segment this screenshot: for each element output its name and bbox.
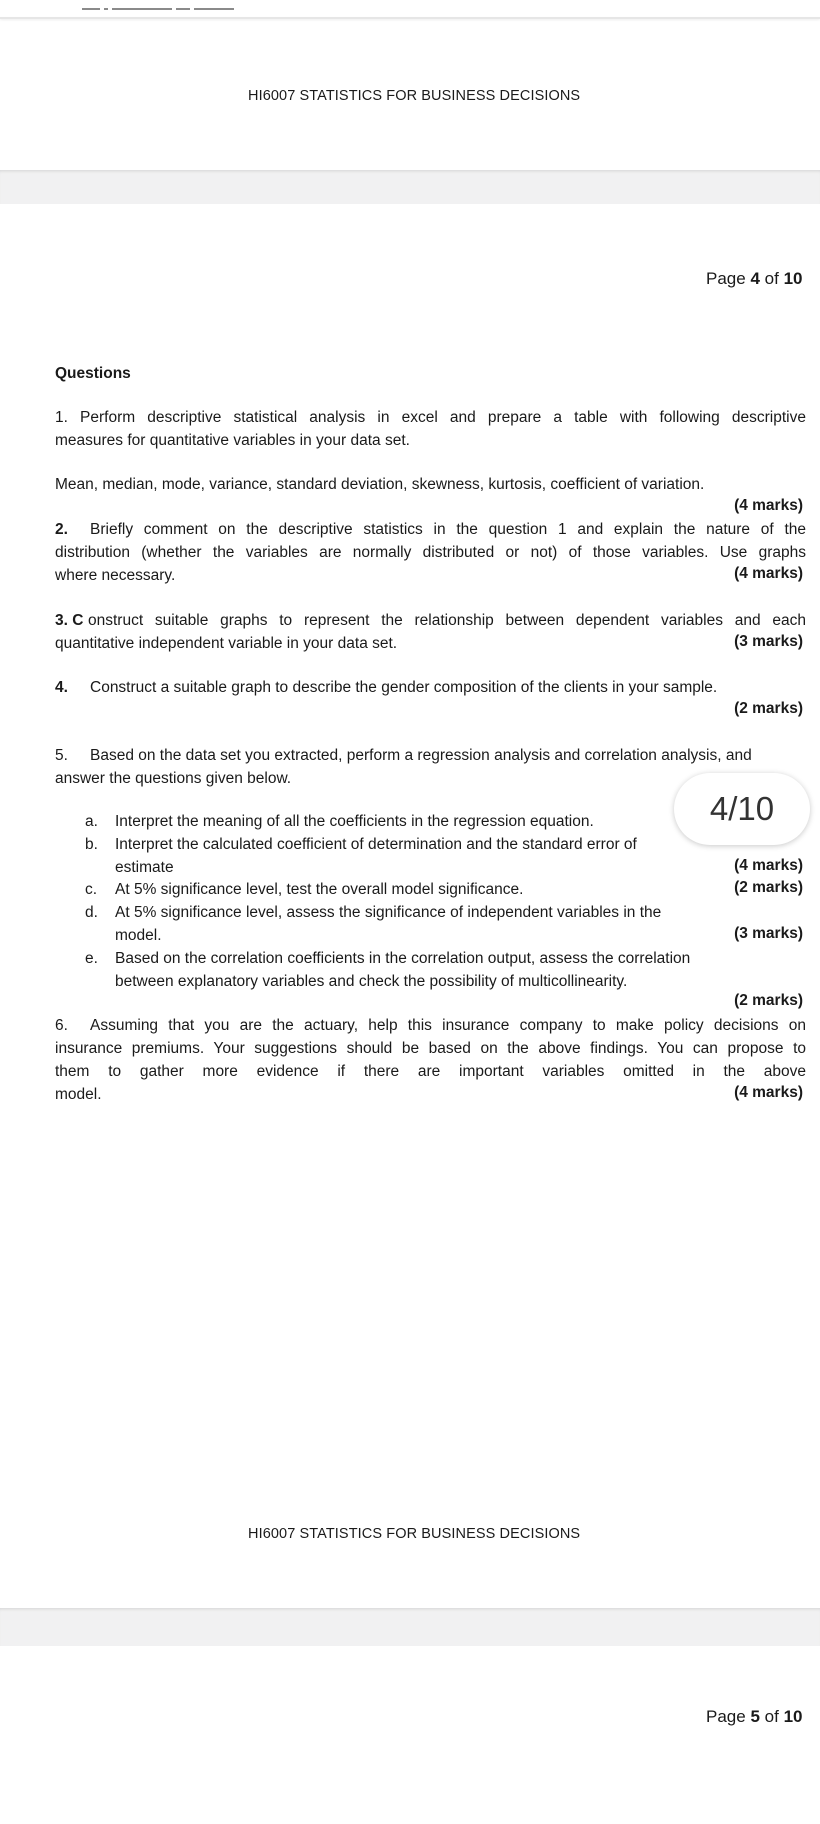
questions-heading: Questions	[55, 365, 131, 382]
q2-line2: distribution (whether the variables are normally distributed or not) of those variables. Use graphs	[55, 544, 806, 561]
q5-d-label: d.	[85, 904, 98, 921]
q5-item-c	[85, 879, 685, 902]
q5-e-line2: between explanatory variables and check the possibility of multicollinearity.	[115, 973, 628, 990]
q6-line3: them to gather more evidence if there are important variables omitted in the above	[55, 1063, 806, 1080]
q5-item-d	[85, 902, 725, 948]
q2-marks: (4 marks)	[734, 565, 803, 582]
q4-number: 4.	[55, 679, 68, 696]
q3-number: 3. C	[55, 612, 84, 629]
page-separator-2	[0, 1608, 820, 1646]
q5-b-line1: Interpret the calculated coefficient of determination and the standard error of	[115, 836, 637, 853]
q6-line4: model.	[55, 1086, 102, 1103]
q6-line2: insurance premiums. Your suggestions should be based on the above findings. You can propose to	[55, 1040, 806, 1057]
q5-b-label: b.	[85, 836, 98, 853]
page-footer-title: HI6007 STATISTICS FOR BUSINESS DECISIONS	[248, 1526, 581, 1542]
page-header-title: HI6007 STATISTICS FOR BUSINESS DECISIONS	[248, 88, 581, 104]
q4-marks: (2 marks)	[734, 700, 803, 717]
q2-line1: Briefly comment on the descriptive statistics in the question 1 and explain the nature of the	[90, 521, 806, 538]
q5-line1: Based on the data set you extracted, perform a regression analysis and correlation analysis, and	[90, 747, 752, 764]
q5-line2: answer the questions given below.	[55, 770, 292, 787]
q5-b-marks: (4 marks)	[734, 857, 803, 874]
page-edge-top	[0, 17, 820, 19]
q3-marks: (3 marks)	[734, 633, 803, 650]
q5-e-line1: Based on the correlation coefficients in the correlation output, assess the correlation	[115, 950, 691, 967]
q5-c-label: c.	[85, 881, 98, 898]
q2-line3: where necessary.	[55, 567, 176, 584]
q6-marks: (4 marks)	[734, 1084, 803, 1101]
q1-line1: 1. Perform descriptive statistical analysis in excel and prepare a table with following descriptive	[55, 409, 806, 426]
q5-b-line2: estimate	[115, 859, 174, 876]
q5-e-label: e.	[85, 950, 98, 967]
q5-a-text: Interpret the meaning of all the coefficients in the regression equation.	[115, 813, 594, 830]
q5-d-line2: model.	[115, 927, 162, 944]
q5-d-line1: At 5% significance level, assess the significance of independent variables in the	[115, 904, 662, 921]
q6-line1: Assuming that you are the actuary, help this insurance company to make policy decisions on	[90, 1017, 806, 1034]
q5-number: 5.	[55, 747, 68, 764]
page-indicator-badge[interactable]: 4/10	[674, 773, 810, 845]
q5-c-marks: (2 marks)	[734, 879, 803, 896]
page-number-4: Page 4 of 10	[706, 269, 803, 288]
q3-line1: onstruct suitable graphs to represent the relationship between dependent variables and each	[88, 612, 806, 629]
q5-item-a	[85, 811, 685, 834]
page-separator	[0, 170, 820, 204]
q5-item-e	[85, 948, 775, 994]
q5-c-text: At 5% significance level, test the overall model significance.	[115, 881, 524, 898]
q1-measures: Mean, median, mode, variance, standard deviation, skewness, kurtosis, coefficient of variation.	[55, 476, 705, 493]
q5-e-marks: (2 marks)	[734, 992, 803, 1009]
q5-item-b	[85, 834, 685, 880]
previous-page-text-fragment	[82, 8, 272, 14]
q6-number: 6.	[55, 1017, 68, 1034]
q1-line2: measures for quantitative variables in your data set.	[55, 432, 410, 449]
q1-marks: (4 marks)	[734, 497, 803, 514]
q3-line2: quantitative independent variable in your data set.	[55, 635, 398, 652]
q5-d-marks: (3 marks)	[734, 925, 803, 942]
page-number-5: Page 5 of 10	[706, 1707, 803, 1726]
q4-text: Construct a suitable graph to describe the gender composition of the clients in your sample.	[90, 679, 718, 696]
q2-number: 2.	[55, 521, 68, 538]
q5-a-label: a.	[85, 813, 98, 830]
